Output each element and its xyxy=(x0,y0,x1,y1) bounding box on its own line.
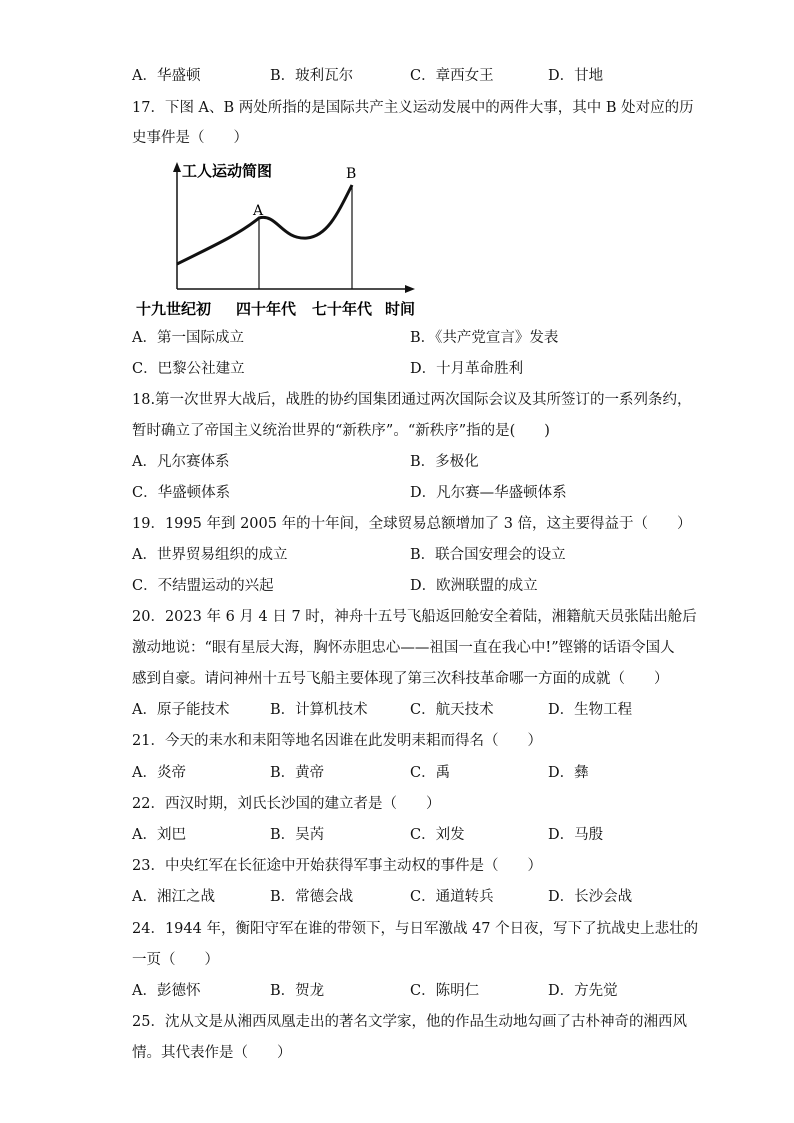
q25-stem-line-2: 情。其代表作是（ ） xyxy=(132,1045,292,1061)
chart-title: 工人运动简图 xyxy=(182,162,273,180)
q19-stem-line-1: 19．1995 年到 2005 年的十年间，全球贸易总额增加了 3 倍，这主要得益于（ ） xyxy=(132,516,692,532)
q18-option-d: D．凡尔赛—华盛顿体系 xyxy=(410,485,567,501)
q21-option-d: D．彝 xyxy=(548,765,589,781)
q19-option-a: A．世界贸易组织的成立 xyxy=(132,547,288,563)
q17-option-c: C．巴黎公社建立 xyxy=(132,361,245,377)
q17-stem-line-1: 17．下图 A、B 两处所指的是国际共产主义运动发展中的两件大事，其中 B 处对应的历 xyxy=(132,100,694,116)
q18-option-a: A．凡尔赛体系 xyxy=(132,454,230,470)
q21-stem-line-1: 21．今天的耒水和耒阳等地名因谁在此发明耒耜而得名（ ） xyxy=(132,733,542,749)
y-axis-arrow xyxy=(173,162,181,172)
q22-option-b: B．吴芮 xyxy=(270,827,325,843)
x-axis-arrow xyxy=(405,285,415,293)
q21-option-c: C．禹 xyxy=(410,765,451,781)
q16-option-c: C．章西女王 xyxy=(410,68,494,84)
q23-option-b: B．常德会战 xyxy=(270,889,354,905)
worker-movement-chart xyxy=(132,160,432,320)
x-tick-label-3: 七十年代 xyxy=(312,300,373,318)
q23-option-d: D．长沙会战 xyxy=(548,889,633,905)
q21-option-b: B．黄帝 xyxy=(270,765,325,781)
q22-stem-line-1: 22．西汉时期，刘氏长沙国的建立者是（ ） xyxy=(132,796,441,812)
q24-stem-line-1: 24．1944 年，衡阳守军在谁的带领下，与日军激战 47 个日夜，写下了抗战史上悲壮的 xyxy=(132,921,699,937)
q20-stem-line-2: 激动地说：“眼有星辰大海，胸怀赤胆忠心——祖国一直在我心中!”铿锵的话语令国人 xyxy=(132,640,675,656)
q20-stem-line-3: 感到自豪。请问神州十五号飞船主要体现了第三次科技革命哪一方面的成就（ ） xyxy=(132,671,669,687)
q20-option-b: B．计算机技术 xyxy=(270,702,368,718)
q24-option-d: D．方先觉 xyxy=(548,983,618,999)
x-tick-label-2: 四十年代 xyxy=(236,300,297,318)
q20-option-d: D．生物工程 xyxy=(548,702,633,718)
q22-option-d: D．马殷 xyxy=(548,827,604,843)
q25-stem-line-1: 25．沈从文是从湘西凤凰走出的著名文学家，他的作品生动地勾画了古朴神奇的湘西风 xyxy=(132,1014,687,1030)
q19-option-d: D．欧洲联盟的成立 xyxy=(410,578,538,594)
q24-option-a: A．彭德怀 xyxy=(132,983,201,999)
q24-option-b: B．贺龙 xyxy=(270,983,325,999)
point-label-b: B xyxy=(346,166,357,182)
q18-option-b: B．多极化 xyxy=(410,454,479,470)
q16-option-b: B．玻利瓦尔 xyxy=(270,68,354,84)
point-label-a: A xyxy=(253,203,264,219)
q16-option-d: D．甘地 xyxy=(548,68,604,84)
q17-stem-line-2: 史事件是（ ） xyxy=(132,130,248,146)
q16-option-a: A．华盛顿 xyxy=(132,68,201,84)
q20-stem-line-1: 20．2023 年 6 月 4 日 7 时，神舟十五号飞船返回舱安全着陆，湘籍航天员张陆出舱后 xyxy=(132,609,697,625)
q17-option-b: B．《共产党宣言》发表 xyxy=(410,330,559,346)
q18-option-c: C．华盛顿体系 xyxy=(132,485,231,501)
q19-option-c: C．不结盟运动的兴起 xyxy=(132,578,274,594)
q20-option-c: C．航天技术 xyxy=(410,702,494,718)
q23-option-a: A．湘江之战 xyxy=(132,889,215,905)
q18-stem-line-1: 18.第一次世界大战后，战胜的协约国集团通过两次国际会议及其所签订的一系列条约， xyxy=(132,392,692,408)
x-tick-label-1: 十九世纪初 xyxy=(136,300,212,318)
q23-stem-line-1: 23．中央红军在长征途中开始获得军事主动权的事件是（ ） xyxy=(132,858,542,874)
q22-option-c: C．刘发 xyxy=(410,827,465,843)
series-line xyxy=(177,185,352,264)
q21-option-a: A．炎帝 xyxy=(132,765,186,781)
q19-option-b: B．联合国安理会的设立 xyxy=(410,547,566,563)
q17-option-a: A．第一国际成立 xyxy=(132,330,244,346)
q17-option-d: D．十月革命胜利 xyxy=(410,361,524,377)
x-axis-label: 时间 xyxy=(385,300,416,318)
q22-option-a: A．刘巴 xyxy=(132,827,186,843)
q24-stem-line-2: 一页（ ） xyxy=(132,952,219,968)
q20-option-a: A．原子能技术 xyxy=(132,702,230,718)
q23-option-c: C．通道转兵 xyxy=(410,889,494,905)
q24-option-c: C．陈明仁 xyxy=(410,983,480,999)
q18-stem-line-2: 暂时确立了帝国主义统治世界的“新秩序”。“新秩序”指的是( ) xyxy=(132,423,550,439)
